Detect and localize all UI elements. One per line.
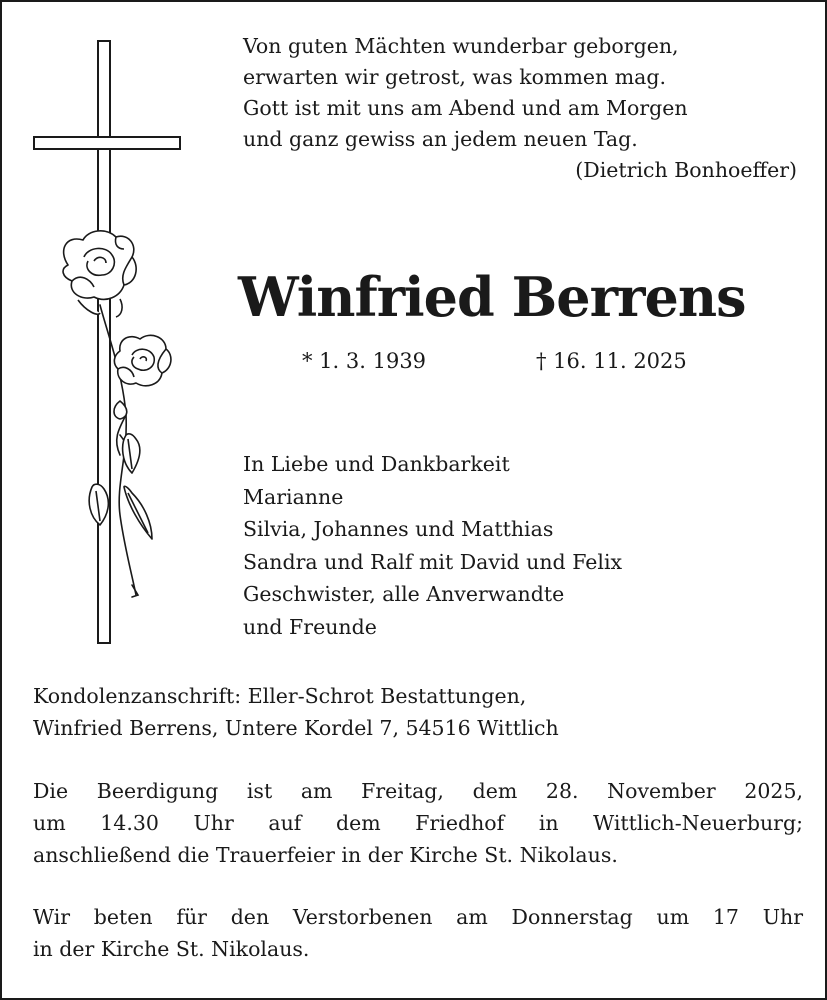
mourner-line: Silvia, Johannes und Matthias [243, 517, 554, 541]
funeral-info [33, 775, 803, 871]
prayer-line: in der Kirche St. Nikolaus. [33, 937, 310, 961]
funeral-line: Die Beerdigung ist am Freitag, dem 28. November 2025, [33, 779, 803, 803]
mourner-line: Geschwister, alle Anverwandte [243, 582, 565, 606]
condolence-line: Kondolenzanschrift: Eller-Schrot Bestattungen, [33, 684, 527, 708]
quote-line: erwarten wir getrost, was kommen mag. [243, 65, 667, 89]
prayer-info [33, 901, 803, 965]
cross-with-roses-icon [28, 35, 188, 650]
deceased-name: Winfried Berrens [238, 265, 746, 329]
death-date: † 16. 11. 2025 [536, 349, 687, 373]
mourner-line: In Liebe und Dankbarkeit [243, 452, 510, 476]
condolence-address [33, 680, 803, 744]
quote-author: (Dietrich Bonhoeffer) [575, 158, 797, 182]
quote-line: und ganz gewiss an jedem neuen Tag. [243, 127, 638, 151]
quote-line: Von guten Mächten wunderbar geborgen, [243, 34, 679, 58]
funeral-line: anschließend die Trauerfeier in der Kirche St. Nikolaus. [33, 843, 618, 867]
mourners-list [243, 448, 803, 643]
funeral-line: um 14.30 Uhr auf dem Friedhof in Wittlich-Neuerburg; [33, 811, 803, 835]
bonhoeffer-quote [243, 31, 803, 186]
mourner-line: und Freunde [243, 614, 377, 639]
mourner-line: Sandra und Ralf mit David und Felix [243, 549, 623, 574]
prayer-line: Wir beten für den Verstorbenen am Donnerstag um 17 Uhr [33, 905, 803, 929]
condolence-line: Winfried Berrens, Untere Kordel 7, 54516 Wittlich [33, 716, 559, 740]
mourner-line: Marianne [243, 484, 344, 509]
quote-line: Gott ist mit uns am Abend und am Morgen [243, 96, 688, 120]
birth-date: * 1. 3. 1939 [302, 349, 427, 373]
